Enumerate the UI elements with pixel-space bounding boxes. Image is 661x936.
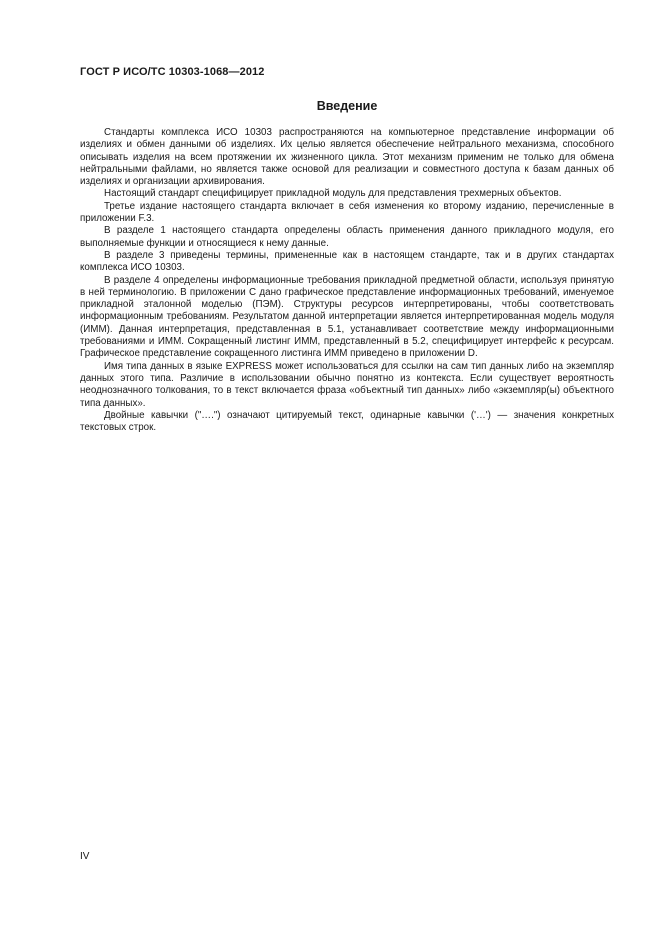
paragraph-4: В разделе 1 настоящего стандарта определены область применения данного прикладного модуля, его выполняемые функции и относящиеся к нему данные.: [80, 225, 614, 249]
paragraph-6: В разделе 4 определены информационные требования прикладной предметной области, используя принятую в ней терминологию. В приложении С дано графическое представление информационных требований, именуемое прикладной эталонной моделью (ПЭМ). Структуры ресурсов интерпретированы, чтобы соответствовать информационным требованиям. Результатом данной интерпретации является интерпретированная модель модуля (ИММ). Данная интерпретация, представленная в 5.1, устанавливает соответствие между информационными требованиями и ИММ. Сокращенный листинг ИММ, представленный в 5.2, специфицирует интерфейс к ресурсам. Графическое представление сокращенного листинга ИММ приведено в приложении D.: [80, 274, 614, 360]
paragraph-7: Имя типа данных в языке EXPRESS может использоваться для ссылки на сам тип данных либо на экземпляр данных этого типа. Различие в использовании обычно понятно из контекста. Если существует вероятность неоднозначного толкования, то в текст включается фраза «объектный тип данных» либо «экземпляр(ы) объектного типа данных».: [80, 360, 614, 409]
paragraph-3: Третье издание настоящего стандарта включает в себя изменения ко второму изданию, перечисленные в приложении F.3.: [80, 200, 614, 225]
paragraph-5: В разделе 3 приведены термины, примененные как в настоящем стандарте, так и в других стандартах комплекса ИСО 10303.: [80, 249, 614, 274]
page-title: Введение: [316, 99, 378, 113]
paragraph-1: Стандарты комплекса ИСО 10303 распространяются на компьютерное представление информации об изделиях и обмен данными об изделиях. Их целью является обеспечение нейтрального механизма, способного описывать изделия на всем протяжении их жизненного цикла. Этот механизм применим не только для обмена нейтральными файлами, но является также основой для реализации и совместного доступа к базам данных об изделиях и организации архивирования.: [80, 127, 614, 188]
page-number: IV: [80, 851, 90, 862]
paragraph-8: Двойные кавычки ("….") означают цитируемый текст, одинарные кавычки ('…') — значения конкретных текстовых строк.: [80, 409, 614, 434]
document-body: [80, 127, 614, 434]
paragraph-2: Настоящий стандарт специфицирует прикладной модуль для представления трехмерных объектов.: [104, 188, 562, 200]
document-header: ГОСТ Р ИСО/ТС 10303-1068—2012: [80, 66, 265, 78]
